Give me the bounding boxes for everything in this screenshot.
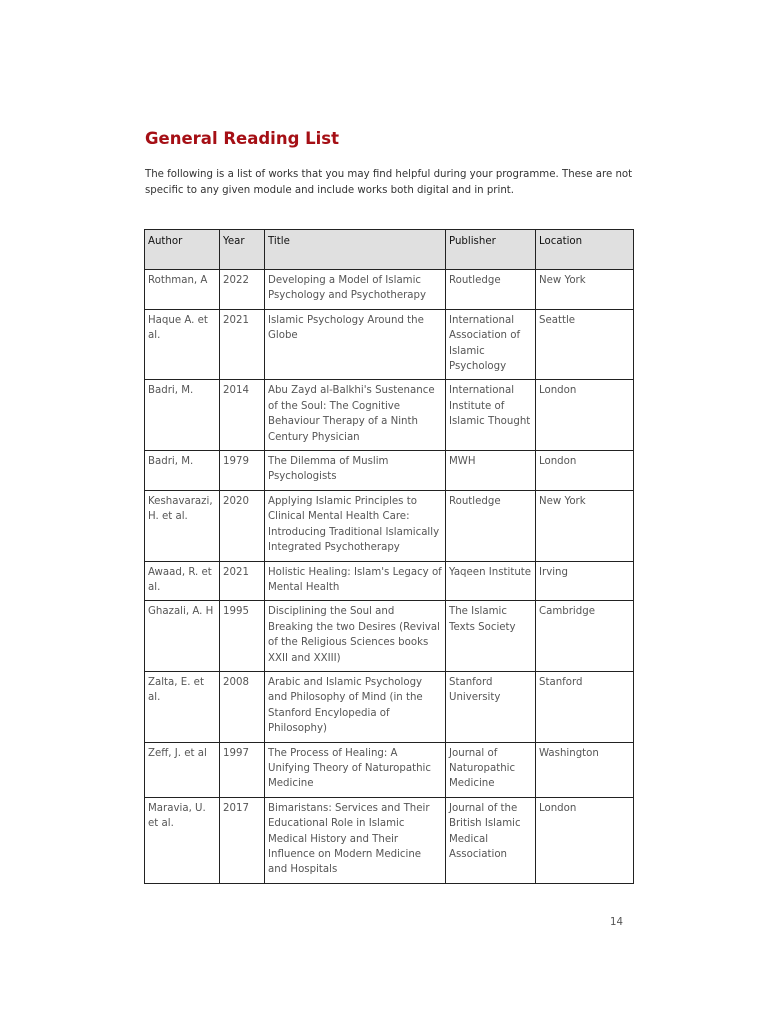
location-cell: Irving: [536, 561, 634, 601]
author-cell: Zalta, E. et al.: [145, 671, 220, 742]
table-row: [145, 742, 634, 797]
reading-list-table: [144, 229, 634, 884]
publisher-cell: Journal of Naturopathic Medicine: [446, 742, 536, 797]
intro-paragraph: The following is a list of works that you may find helpful during your programme. These are not specific to any given module and include works both digital and in print.: [145, 169, 633, 196]
table-row: [145, 561, 634, 601]
table-header-row: [145, 230, 634, 270]
author-cell: Awaad, R. et al.: [145, 561, 220, 601]
publisher-cell: International Institute of Islamic Thought: [446, 380, 536, 451]
title-cell: Disciplining the Soul and Breaking the two Desires (Revival of the Religious Sciences books XXII and XXIII): [265, 601, 446, 672]
year-cell: 1995: [220, 601, 265, 672]
location-cell: London: [536, 380, 634, 451]
table-row: [145, 601, 634, 672]
location-cell: London: [536, 797, 634, 883]
location-cell: Stanford: [536, 671, 634, 742]
publisher-cell: The Islamic Texts Society: [446, 601, 536, 672]
year-cell: 1979: [220, 451, 265, 491]
table-row: [145, 451, 634, 491]
column-header-year: Year: [220, 230, 265, 270]
location-cell: Cambridge: [536, 601, 634, 672]
table-row: [145, 270, 634, 310]
author-cell: Haque A. et al.: [145, 309, 220, 380]
title-cell: Bimaristans: Services and Their Educational Role in Islamic Medical History and Their Influence on Modern Medicine and Hospitals: [265, 797, 446, 883]
year-cell: 2021: [220, 561, 265, 601]
title-cell: Abu Zayd al-Balkhi's Sustenance of the Soul: The Cognitive Behaviour Therapy of a Ninth Century Physician: [265, 380, 446, 451]
year-cell: 2008: [220, 671, 265, 742]
table-row: [145, 671, 634, 742]
page-number: 14: [610, 917, 623, 928]
column-header-location: Location: [536, 230, 634, 270]
table-row: [145, 309, 634, 380]
table-body: [145, 270, 634, 884]
author-cell: Zeff, J. et al: [145, 742, 220, 797]
location-cell: Seattle: [536, 309, 634, 380]
publisher-cell: Yaqeen Institute: [446, 561, 536, 601]
title-cell: Arabic and Islamic Psychology and Philosophy of Mind (in the Stanford Encylopedia of Philosophy): [265, 671, 446, 742]
location-cell: New York: [536, 270, 634, 310]
publisher-cell: Routledge: [446, 270, 536, 310]
table-row: [145, 490, 634, 561]
publisher-cell: Journal of the British Islamic Medical Association: [446, 797, 536, 883]
author-cell: Badri, M.: [145, 380, 220, 451]
publisher-cell: International Association of Islamic Psychology: [446, 309, 536, 380]
page-title: General Reading List: [145, 129, 340, 148]
year-cell: 2017: [220, 797, 265, 883]
table-row: [145, 380, 634, 451]
column-header-author: Author: [145, 230, 220, 270]
year-cell: 2022: [220, 270, 265, 310]
column-header-title: Title: [265, 230, 446, 270]
year-cell: 2020: [220, 490, 265, 561]
year-cell: 2021: [220, 309, 265, 380]
author-cell: Badri, M.: [145, 451, 220, 491]
title-cell: The Process of Healing: A Unifying Theory of Naturopathic Medicine: [265, 742, 446, 797]
table-row: [145, 797, 634, 883]
title-cell: Holistic Healing: Islam's Legacy of Mental Health: [265, 561, 446, 601]
publisher-cell: Stanford University: [446, 671, 536, 742]
title-cell: Developing a Model of Islamic Psychology and Psychotherapy: [265, 270, 446, 310]
location-cell: New York: [536, 490, 634, 561]
publisher-cell: Routledge: [446, 490, 536, 561]
title-cell: The Dilemma of Muslim Psychologists: [265, 451, 446, 491]
title-cell: Islamic Psychology Around the Globe: [265, 309, 446, 380]
year-cell: 1997: [220, 742, 265, 797]
author-cell: Ghazali, A. H: [145, 601, 220, 672]
author-cell: Keshavarazi, H. et al.: [145, 490, 220, 561]
title-cell: Applying Islamic Principles to Clinical Mental Health Care: Introducing Traditional Islamically Integrated Psychotherapy: [265, 490, 446, 561]
publisher-cell: MWH: [446, 451, 536, 491]
column-header-publisher: Publisher: [446, 230, 536, 270]
author-cell: Maravia, U. et al.: [145, 797, 220, 883]
author-cell: Rothman, A: [145, 270, 220, 310]
location-cell: Washington: [536, 742, 634, 797]
location-cell: London: [536, 451, 634, 491]
year-cell: 2014: [220, 380, 265, 451]
